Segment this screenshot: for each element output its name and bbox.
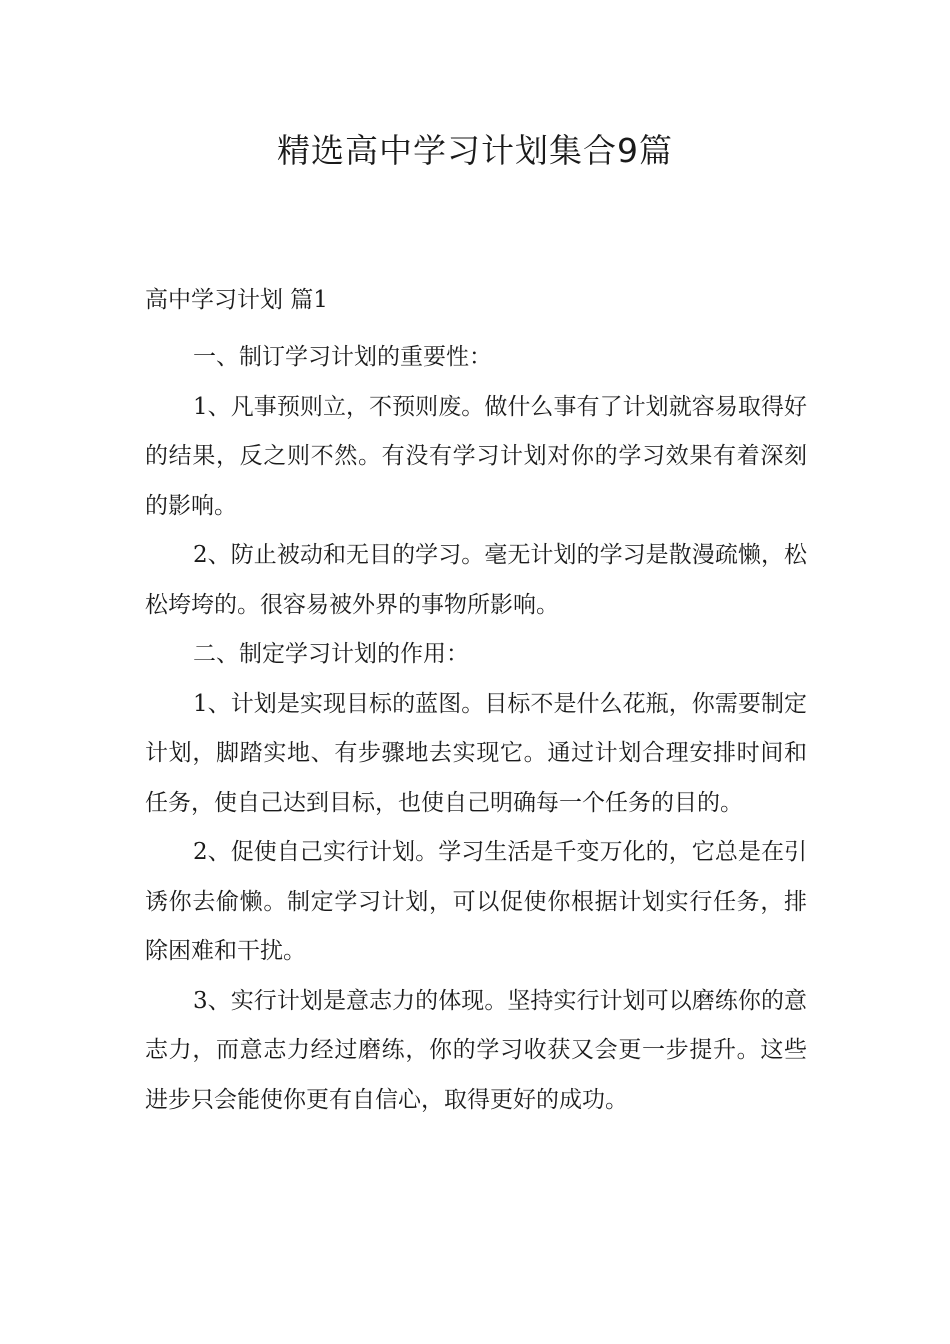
document-title: 精选高中学习计划集合9篇 xyxy=(277,131,673,170)
paragraph: 1、计划是实现目标的蓝图。目标不是什么花瓶，你需要制定计划，脚踏实地、有步骤地去实现它。通过计划合理安排时间和任务，使自己达到目标，也使自己明确每一个任务的目的。 xyxy=(145,690,807,816)
paragraph: 3、实行计划是意志力的体现。坚持实行计划可以磨练你的意志力，而意志力经过磨练，你的学习收获又会更一步提升。这些进步只会能使你更有自信心，取得更好的成功。 xyxy=(145,987,807,1113)
section-heading: 高中学习计划 篇1 xyxy=(145,287,328,313)
paragraph: 一、制订学习计划的重要性： xyxy=(193,344,492,370)
paragraph: 二、制定学习计划的作用： xyxy=(193,641,469,667)
paragraph: 1、凡事预则立，不预则废。做什么事有了计划就容易取得好的结果，反之则不然。有没有学习计划对你的学习效果有着深刻的影响。 xyxy=(145,393,807,519)
paragraph: 2、促使自己实行计划。学习生活是千变万化的，它总是在引诱你去偷懒。制定学习计划，可以促使你根据计划实行任务，排除困难和干扰。 xyxy=(145,839,807,964)
paragraph: 2、防止被动和无目的学习。毫无计划的学习是散漫疏懒，松松垮垮的。很容易被外界的事物所影响。 xyxy=(145,542,807,618)
document-body xyxy=(145,282,807,1125)
